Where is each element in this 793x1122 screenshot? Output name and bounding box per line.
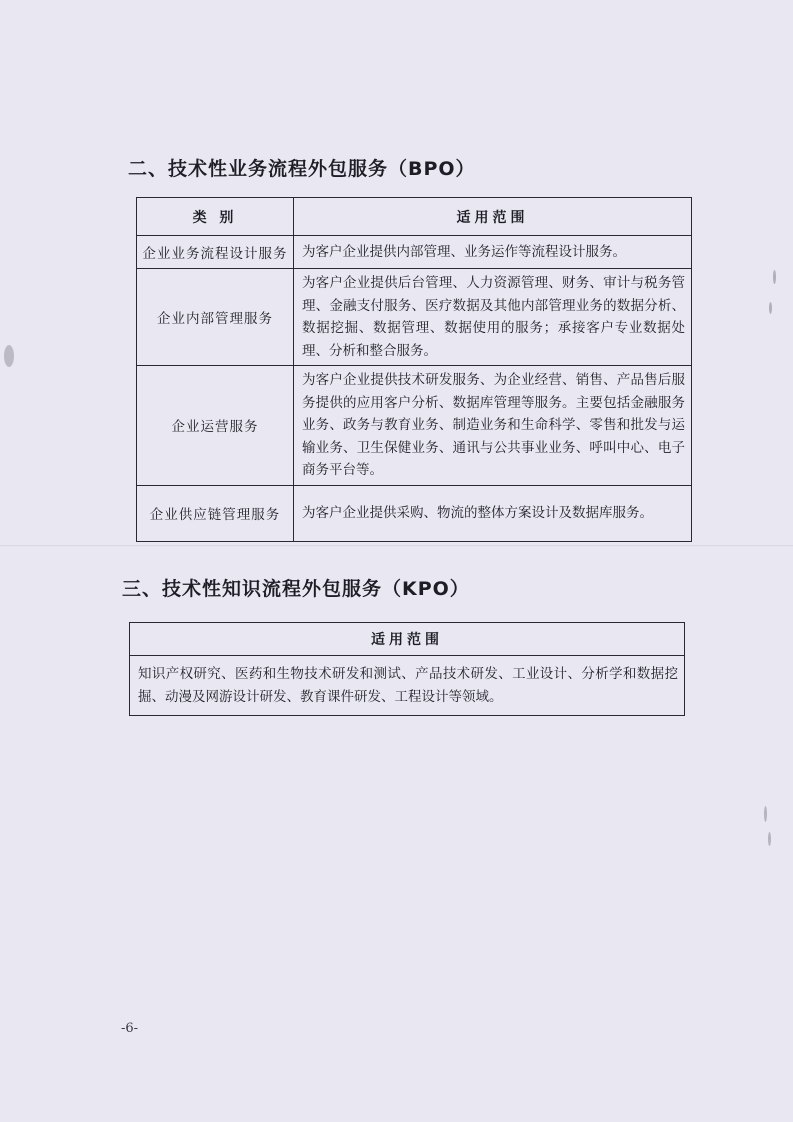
scan-smudge <box>769 302 772 314</box>
scan-smudge <box>768 832 771 846</box>
row-scope: 为客户企业提供采购、物流的整体方案设计及数据库服务。 <box>294 485 692 541</box>
table-row <box>137 236 692 269</box>
row-scope: 为客户企业提供技术研发服务、为企业经营、销售、产品售后服务提供的应用客户分析、数据库管理等服务。主要包括金融服务业务、政务与教育业务、制造业务和生命科学、零售和批发与运输业务、卫生保健业务、通讯与公共事业业务、呼叫中心、电子商务平台等。 <box>294 366 692 486</box>
row-category: 企业供应链管理服务 <box>137 485 294 541</box>
table-header-row <box>130 623 685 656</box>
page-number: -6- <box>121 1021 139 1036</box>
row-scope: 知识产权研究、医药和生物技术研发和测试、产品技术研发、工业设计、分析学和数据挖掘、动漫及网游设计研发、教育课件研发、工程设计等领域。 <box>130 656 685 716</box>
kpo-table <box>129 622 685 716</box>
paper-fold-line <box>0 545 793 547</box>
column-header-category: 类 别 <box>137 198 294 236</box>
row-category: 企业内部管理服务 <box>137 269 294 366</box>
column-header-scope: 适用范围 <box>294 198 692 236</box>
row-scope: 为客户企业提供内部管理、业务运作等流程设计服务。 <box>294 236 692 269</box>
table-header-row <box>137 198 692 236</box>
scan-smudge <box>764 806 767 822</box>
row-scope: 为客户企业提供后台管理、人力资源管理、财务、审计与税务管理、金融支付服务、医疗数据及其他内部管理业务的数据分析、数据挖掘、数据管理、数据使用的服务；承接客户专业数据处理、分析和整合服务。 <box>294 269 692 366</box>
scan-smudge <box>4 345 14 367</box>
table-row <box>130 656 685 716</box>
column-header-scope: 适用范围 <box>130 623 685 656</box>
section-title-kpo: 三、技术性知识流程外包服务（KPO） <box>122 578 470 600</box>
table-row <box>137 366 692 486</box>
table-row <box>137 485 692 541</box>
section-title-bpo: 二、技术性业务流程外包服务（BPO） <box>128 158 476 180</box>
row-category: 企业运营服务 <box>137 366 294 486</box>
row-category: 企业业务流程设计服务 <box>137 236 294 269</box>
table-row <box>137 269 692 366</box>
bpo-table <box>136 197 692 542</box>
scan-smudge <box>773 270 776 284</box>
